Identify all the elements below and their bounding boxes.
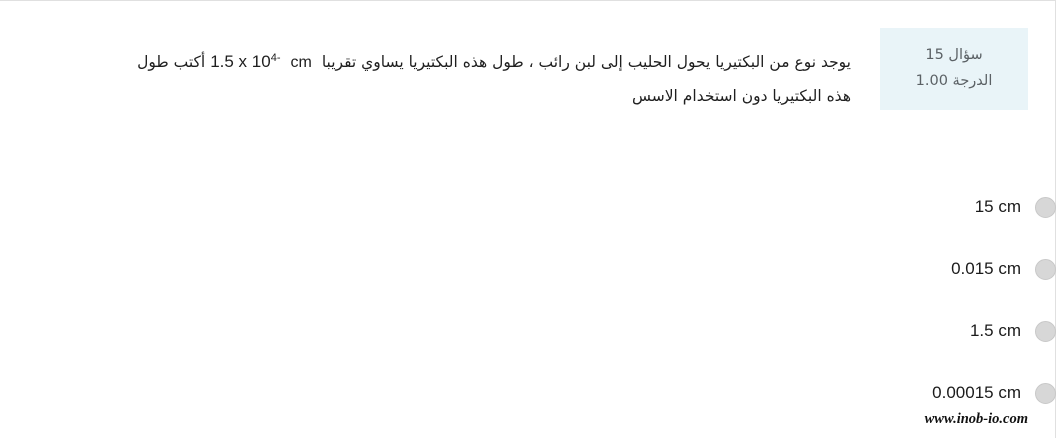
question-exponent: -4: [270, 51, 281, 64]
option-row[interactable]: [0, 362, 1056, 424]
question-number: سؤال 15: [925, 47, 983, 63]
option-row[interactable]: [0, 238, 1056, 300]
option-label: 1.5 cm: [969, 321, 1021, 340]
radio-button-icon[interactable]: [1035, 321, 1056, 342]
question-coefficient: 1.5 x 10: [210, 52, 271, 71]
option-label: 0.00015 cm: [932, 383, 1021, 402]
option-row[interactable]: [0, 176, 1056, 238]
option-row[interactable]: [0, 300, 1056, 362]
watermark: www.inob-io.com: [924, 411, 1028, 427]
answer-options: [0, 176, 1056, 424]
option-label: 0.015 cm: [951, 259, 1021, 278]
question-info-box: [880, 28, 1028, 110]
question-text-part2: أكتب طول هذه البكتيريا دون استخدام الاسس: [137, 53, 851, 105]
radio-button-icon[interactable]: [1035, 383, 1056, 404]
radio-button-icon[interactable]: [1035, 259, 1056, 280]
question-unit: cm: [290, 54, 312, 71]
question-text-part1: يوجد نوع من البكتيريا يحول الحليب إلى لبن رائب ، طول هذه البكتيريا يساوي تقريبا: [321, 53, 851, 71]
question-grade: الدرجة 1.00: [915, 73, 993, 90]
radio-button-icon[interactable]: [1035, 197, 1056, 218]
option-label: 15 cm: [974, 197, 1021, 216]
question-text: [136, 44, 851, 112]
